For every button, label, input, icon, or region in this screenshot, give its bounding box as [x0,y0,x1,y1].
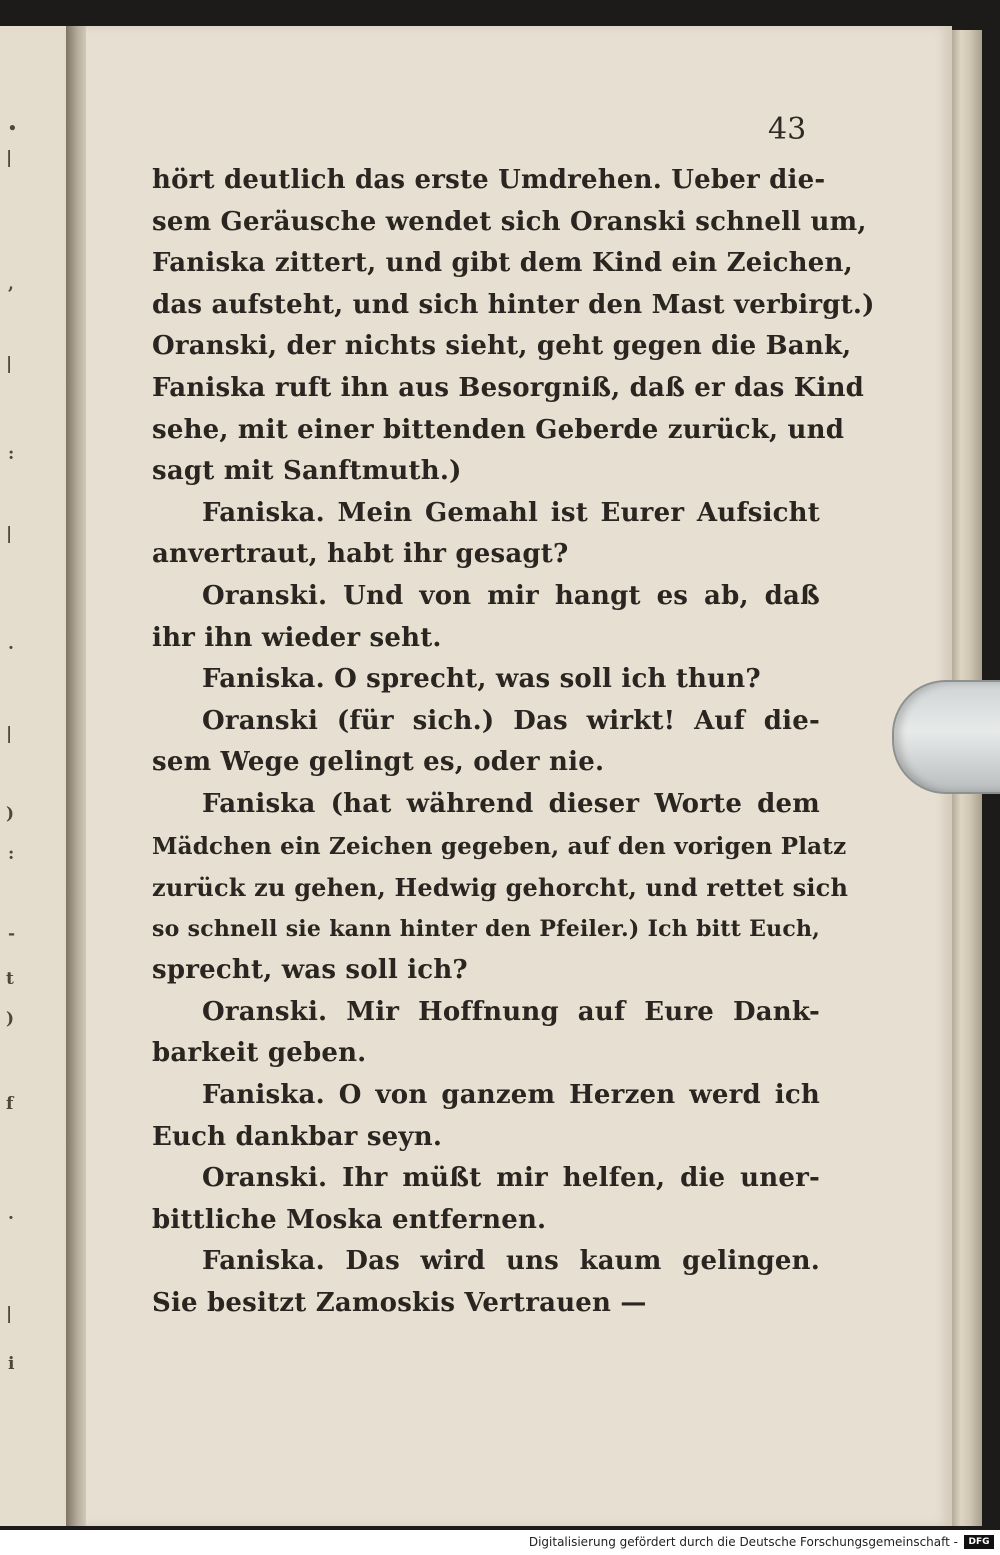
margin-mark: | [6,524,13,544]
funding-credit: Digitalisierung gefördert durch die Deutsche Forschungsgemeinschaft - [528,1535,958,1549]
dialogue-line: Faniska. O von ganzem Herzen werd ich [202,1080,820,1111]
text-line: zurück zu gehen, Hedwig gehorcht, und rettet sich [152,873,849,903]
dialogue-line: Faniska. Mein Gemahl ist Eurer Aufsicht [202,497,820,528]
margin-mark: , [8,274,14,294]
text-line: das aufsteht, und sich hinter den Mast verbirgt.) [152,289,875,320]
footer-bar [0,1530,1000,1555]
margin-mark: ) [6,804,15,824]
text-line: Faniska ruft ihn aus Besorgniß, daß er das Kind [152,372,865,403]
text-line: sem Geräusche wendet sich Oranski schnell um, [152,206,867,237]
dialogue-line: Faniska. O sprecht, was soll ich thun? [202,664,761,695]
margin-mark: ) [6,1009,15,1029]
margin-mark: | [6,1304,13,1324]
margin-mark: t [6,969,14,989]
margin-mark: . [8,634,14,654]
margin-mark: . [8,1204,14,1224]
dialogue-line: Oranski. Und von mir hangt es ab, daß [202,580,820,611]
text-line: Faniska zittert, und gibt dem Kind ein Zeichen, [152,248,853,279]
margin-mark: | [6,354,13,374]
text-line: hört deutlich das erste Umdrehen. Ueber die- [152,165,826,195]
margin-mark: | [6,148,13,168]
dialogue-line: Faniska. Das wird uns kaum gelingen. [202,1246,820,1277]
text-line: Mädchen ein Zeichen gegeben, auf den vorigen Platz [152,832,847,860]
margin-mark: ∙ [8,118,17,138]
text-line: sem Wege gelingt es, oder nie. [152,747,605,778]
dialogue-line: Oranski (für sich.) Das wirkt! Auf die- [202,705,820,736]
text-line: Sie besitzt Zamoskis Vertrauen — [152,1288,647,1319]
dfg-logo: DFG [964,1535,994,1549]
left-facing-page [0,26,68,1526]
text-line: Oranski, der nichts sieht, geht gegen die Bank, [152,331,852,362]
text-line: sehe, mit einer bittenden Geberde zurück, und [152,414,845,445]
margin-mark: i [8,1354,15,1374]
body-text [152,160,875,1325]
margin-mark: : [8,444,15,464]
page-number: 43 [768,112,807,147]
text-line: Euch dankbar seyn. [152,1121,443,1152]
margin-mark: - [8,924,16,944]
text-line: so schnell sie kann hinter den Pfeiler.) Ich bitt Euch, [152,915,820,942]
text-line: sagt mit Sanftmuth.) [152,456,462,487]
margin-mark: : [8,844,15,864]
text-line: anvertraut, habt ihr gesagt? [152,539,569,570]
page-clip-tab [892,680,1000,794]
dialogue-line: Oranski. Ihr müßt mir helfen, die uner- [202,1163,820,1194]
book-gutter [66,26,88,1526]
dialogue-line: Oranski. Mir Hoffnung auf Eure Dank- [202,996,820,1027]
margin-mark: f [6,1094,14,1114]
text-line: sprecht, was soll ich? [152,955,468,986]
text-line: ihr ihn wieder seht. [152,622,442,653]
text-line: barkeit geben. [152,1038,367,1069]
margin-mark: | [6,724,13,744]
dialogue-line: Faniska (hat während dieser Worte dem [202,788,820,819]
text-line: bittliche Moska entfernen. [152,1204,547,1235]
